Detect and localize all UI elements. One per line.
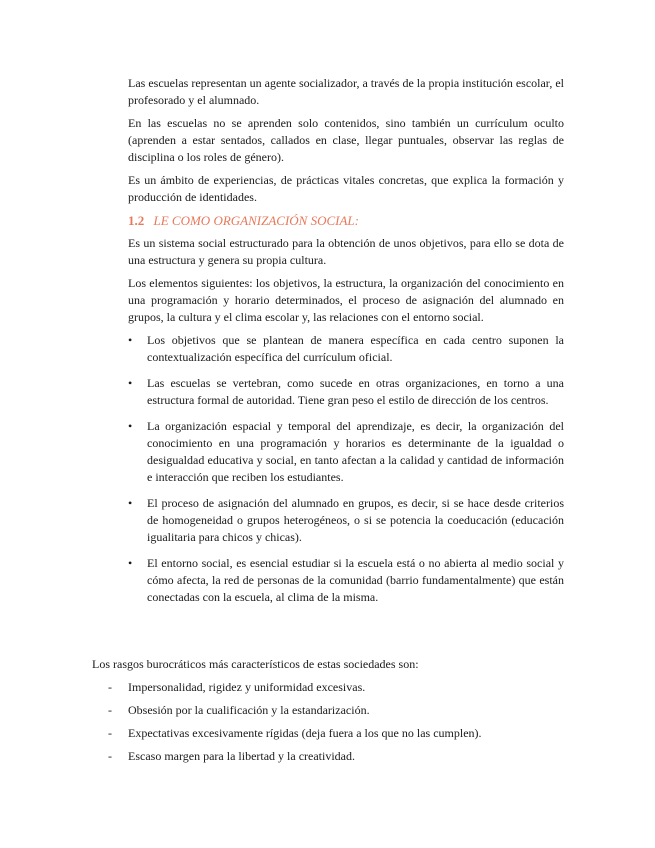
paragraph: Los elementos siguientes: los objetivos, la estructura, la organización del conocimiento en una programación y horario determinados, el proceso de asignación del alumnado en grupos, la cultura y el clima escolar y, las relaciones con el entorno social. [128,276,564,324]
dash-icon: - [108,726,112,740]
bullet-text: El proceso de asignación del alumnado en grupos, es decir, si se hace desde criterios de homogeneidad o grupos heterogéneos, o si se potencia la coeducación (educación igualitaria para chicos y chicas). [147,496,564,544]
dash-icon: - [108,680,112,694]
bullet-item [128,375,564,409]
dash-text: Impersonalidad, rigidez y uniformidad excesivas. [128,680,366,694]
dash-icon: - [108,703,112,717]
paragraph: Los rasgos burocráticos más característicos de estas sociedades son: [92,657,419,671]
section-number: 1.2 [128,213,145,228]
paragraph: En las escuelas no se aprenden solo contenidos, sino también un currículum oculto (aprenden a estar sentados, callados en clase, llegar puntuales, observar las reglas de disciplina o los roles de género). [128,116,564,164]
bullet-icon: • [128,376,133,390]
bullet-list [128,332,564,606]
bullet-icon: • [128,333,133,347]
main-text-block [128,75,564,615]
bullet-item [128,495,564,546]
paragraph: Las escuelas representan un agente socializador, a través de la propia institución escolar, el profesorado y el alumnado. [128,76,564,107]
dash-item [92,679,564,696]
bullet-icon: • [128,419,133,433]
bullet-icon: • [128,496,133,510]
bullet-item [128,418,564,486]
section-title: LE COMO ORGANIZACIÓN SOCIAL: [153,213,359,228]
dash-text: Obsesión por la cualificación y la estandarización. [128,703,370,717]
bullet-text: Las escuelas se vertebran, como sucede en otras organizaciones, en torno a una estructura formal de autoridad. Tiene gran peso el estilo de dirección de los centros. [147,376,564,407]
section-heading [128,212,564,229]
dash-icon: - [108,749,112,763]
bureaucratic-traits-block [92,656,564,771]
dash-text: Expectativas excesivamente rígidas (deja fuera a los que no las cumplen). [128,726,482,740]
paragraph: Es un sistema social estructurado para la obtención de unos objetivos, para ello se dota de una estructura y genera su propia cultura. [128,236,564,267]
dash-item [92,702,564,719]
bullet-item [128,555,564,606]
dash-item [92,748,564,765]
dash-item [92,725,564,742]
bullet-text: La organización espacial y temporal del aprendizaje, es decir, la organización del conocimiento en una programación y horarios es determinante de la igualdad o desigualdad educativa y social, en tanto afectan a la calidad y cantidad de información e interacción que reciben los estudiantes. [147,419,564,484]
bullet-text: El entorno social, es esencial estudiar si la escuela está o no abierta al medio social y cómo afecta, la red de personas de la comunidad (barrio fundamentalmente) que están conectadas con la escuela, al clima de la misma. [147,556,564,604]
bullet-text: Los objetivos que se plantean de manera específica en cada centro suponen la contextualización específica del currículum oficial. [147,333,564,364]
paragraph: Es un ámbito de experiencias, de prácticas vitales concretas, que explica la formación y producción de identidades. [128,173,564,204]
bullet-icon: • [128,556,133,570]
bullet-item [128,332,564,366]
dash-list [92,679,564,765]
dash-text: Escaso margen para la libertad y la creatividad. [128,749,356,763]
